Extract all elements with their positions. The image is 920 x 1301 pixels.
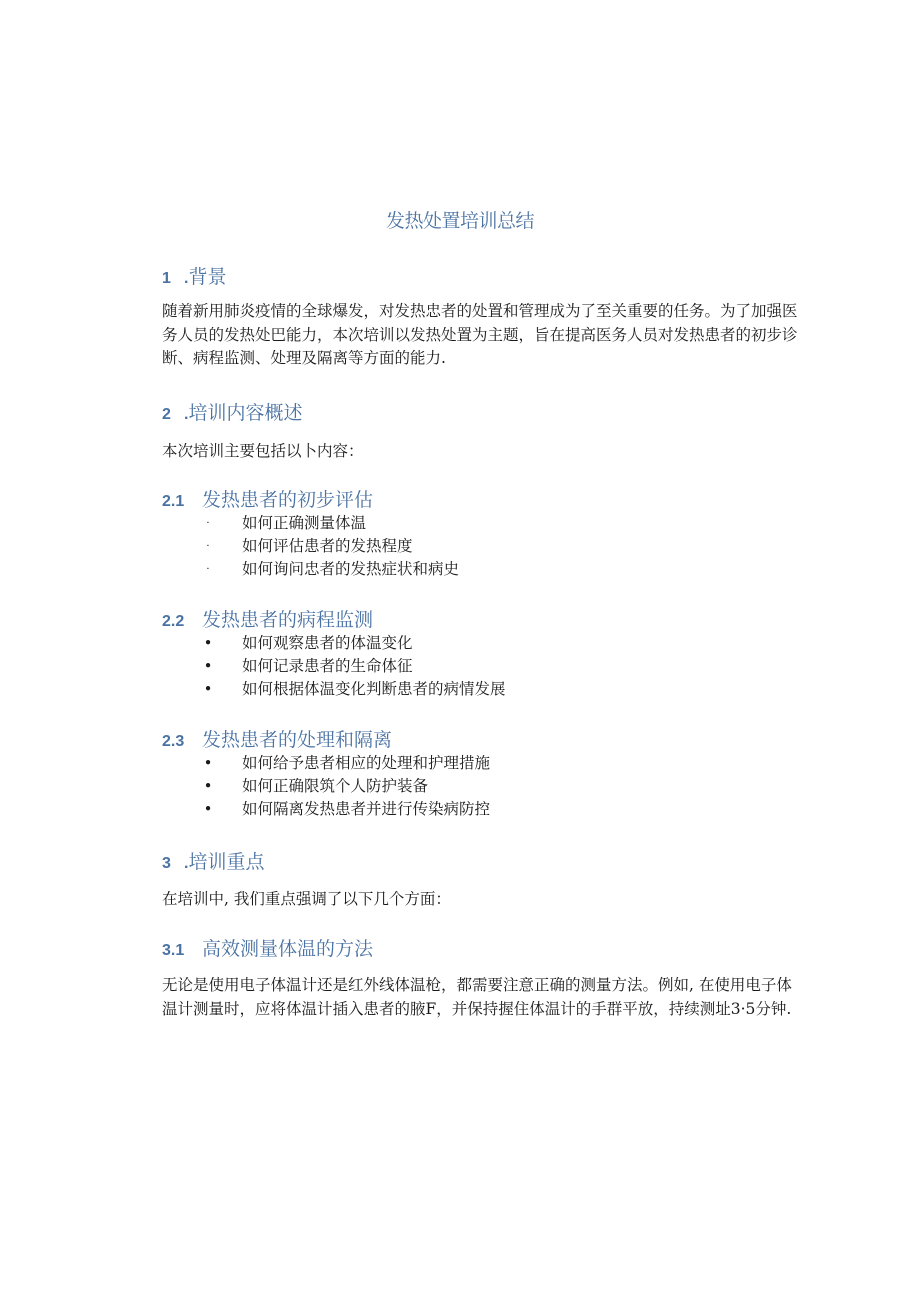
bullet-icon: · — [206, 541, 210, 552]
list-item-text: 如何记录患者的生命体征 — [242, 657, 413, 675]
list-item-text: 如何评估患者的发热程度 — [242, 537, 413, 555]
bullet-icon: • — [203, 680, 213, 698]
bullet-icon: • — [203, 634, 213, 652]
section-2-title: 培训内容概述 — [188, 402, 303, 424]
subsection-3-1-heading — [162, 934, 373, 961]
list-item-text: 如何观察患者的体温变化 — [242, 634, 413, 652]
section-3-number: 3 — [162, 855, 171, 872]
list-item-text: 如何询问忠者的发热症状和病史 — [242, 560, 460, 578]
subsection-3-1-number: 3.1 — [162, 942, 185, 959]
list-item-text: 如何给予患者相应的处理和护理措施 — [242, 754, 491, 772]
subsection-2-2-number: 2.2 — [162, 613, 185, 630]
subsection-2-2-heading — [162, 605, 373, 632]
subsection-3-1-title: 高效测量体温的方法 — [202, 938, 374, 960]
bullet-icon: · — [206, 518, 210, 529]
subsection-2-1-title: 发热患者的初步评估 — [202, 489, 374, 511]
section-2-heading — [162, 398, 302, 425]
subsection-2-3-heading — [162, 725, 392, 752]
section-1-dot: . — [184, 270, 189, 287]
subsection-2-1-heading — [162, 485, 373, 512]
section-2-intro: 本次培训主要包括以卜内容： — [162, 442, 364, 460]
section-2-dot: . — [184, 406, 189, 423]
section-3-title: 培训重点 — [188, 851, 265, 873]
subsection-2-1-number: 2.1 — [162, 493, 185, 510]
section-3-dot: . — [184, 855, 189, 872]
subsection-2-2-title: 发热患者的病程监测 — [202, 609, 374, 631]
section-2-number: 2 — [162, 406, 171, 423]
section-1-heading — [162, 262, 226, 289]
list-item-text: 如何根据体温变化判断患者的病情发展 — [242, 680, 506, 698]
document-title: 发热处置培训总结 — [385, 210, 534, 232]
bullet-icon: · — [206, 564, 210, 575]
section-1-number: 1 — [162, 270, 171, 287]
bullet-icon: • — [203, 754, 213, 772]
subsection-3-1-paragraph: 无论是使用电子体温计还是红外线体温枪，都需要注意正确的测量方法。例如, 在使用电子体温计测量时，应将体温计插入患者的腋F，并保持握住体温计的手群平放，持续测址3·5分钟. — [162, 976, 792, 1018]
subsection-2-3-number: 2.3 — [162, 733, 185, 750]
section-1-title: 背景 — [188, 266, 227, 288]
list-item-text: 如何正确限筑个人防护装备 — [242, 777, 429, 795]
section-3-heading — [162, 847, 264, 874]
section-3-intro: 在培训中, 我们重点强调了以下几个方面： — [162, 890, 451, 908]
bullet-icon: • — [203, 657, 213, 675]
bullet-icon: • — [203, 777, 213, 795]
list-item-text: 如何正确测量体温 — [242, 514, 367, 532]
list-item-text: 如何隔离发热患者并进行传染病防控 — [242, 800, 491, 818]
section-1-paragraph: 随着新用肺炎疫情的全球爆发，对发热忠者的处置和管理成为了至关重要的任务。为了加强医务人员的发热处巴能力，本次培训以发热处置为主题，旨在提高医务人员对发热患者的初步诊断、病程监测、处理及隔离等方面的能力. — [162, 302, 798, 367]
subsection-2-3-title: 发热患者的处理和隔离 — [202, 729, 393, 751]
bullet-icon: • — [203, 800, 213, 818]
